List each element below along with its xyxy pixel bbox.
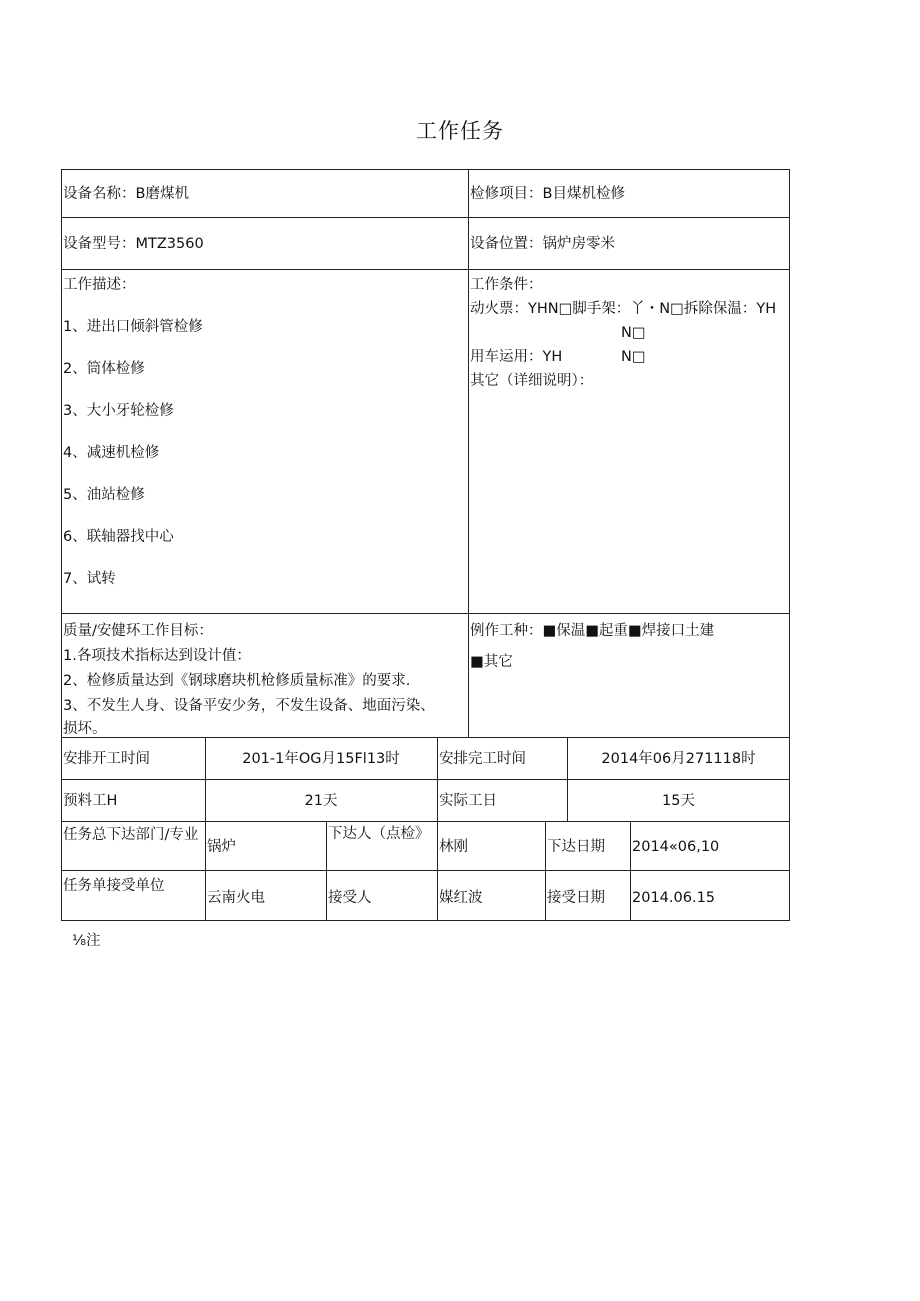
- planned-start-value: 201-1年OG月15Fl13时: [242, 751, 400, 767]
- quality-goal: 损坏。: [63, 721, 107, 736]
- actual-days-label: 实际工日: [439, 793, 497, 809]
- row-divider: [61, 737, 790, 738]
- planned-start-label: 安排开工时间: [63, 751, 150, 767]
- trades-line: 例作工种：■保温■起重■焊接口土建: [470, 623, 715, 639]
- planned-end-value: 2014年06月271118时: [601, 751, 756, 767]
- row-divider: [61, 217, 790, 218]
- conditions-line: N□: [621, 349, 646, 365]
- receive-date-label: 接受日期: [547, 890, 605, 906]
- row-divider: [61, 779, 790, 780]
- quality-goal: 3、不发生人身、设备平安少务，不发生设备、地面污染、: [63, 698, 435, 714]
- work-description-heading: 工作描述：: [63, 277, 136, 293]
- trades-line: ■其它: [470, 654, 513, 670]
- planned-end-label: 安排完工时间: [439, 751, 526, 767]
- equipment-model: 设备型号：MTZ3560: [63, 236, 204, 252]
- quality-goal: 2、检修质量达到《钢球磨块机枪修质量标准》的要求.: [63, 673, 411, 689]
- col-divider: [437, 737, 438, 921]
- conditions-line: 用车运用：YH: [470, 349, 563, 365]
- issue-date-value: 2014«06,10: [632, 839, 720, 855]
- work-item: 7、试转: [63, 571, 116, 587]
- col-divider: [545, 821, 546, 921]
- work-item: 6、联轴器找中心: [63, 529, 174, 545]
- work-item: 4、减速机检修: [63, 445, 160, 461]
- row-divider: [61, 870, 790, 871]
- equipment-name: 设备名称：B磨煤机: [63, 186, 189, 202]
- quality-goal: 1.各项技术指标达到设计值：: [63, 648, 251, 664]
- receiver-value: 媒红波: [439, 890, 483, 906]
- receiver-label: 接受人: [328, 890, 372, 906]
- estimated-days-value: 21天: [304, 793, 338, 809]
- actual-days-value: 15天: [662, 793, 695, 809]
- work-item: 2、筒体检修: [63, 361, 145, 377]
- issuing-department-value: 锅炉: [207, 839, 236, 855]
- work-item: 1、进出口倾斜管检修: [63, 319, 203, 335]
- col-divider: [630, 821, 631, 921]
- receiving-unit-label: 任务单接受单位: [63, 878, 165, 894]
- work-item: 5、油站检修: [63, 487, 145, 503]
- work-item: 3、大小牙轮检修: [63, 403, 174, 419]
- estimated-days-label: 预料工H: [63, 793, 118, 809]
- remark: ⅛注: [72, 933, 101, 949]
- issuing-department-label: 任务总下达部门/专业: [63, 827, 199, 843]
- quality-goals-heading: 质量/安健环工作目标：: [63, 623, 213, 639]
- conditions-line: 其它（详细说明）：: [470, 373, 594, 389]
- row-divider: [61, 821, 790, 822]
- work-conditions-heading: 工作条件：: [470, 277, 543, 293]
- equipment-location: 设备位置：锅炉房零米: [470, 236, 615, 252]
- page-title: 工作任务: [416, 119, 504, 143]
- repair-item: 检修项目：B目煤机检修: [470, 186, 625, 202]
- issuer-label: 下达人（点检》: [328, 826, 430, 842]
- receive-date-value: 2014.06.15: [632, 890, 716, 906]
- conditions-line: N□: [621, 325, 646, 341]
- row-divider: [61, 269, 790, 270]
- issuer-value: 林刚: [439, 839, 468, 855]
- col-divider: [468, 169, 469, 737]
- col-divider: [326, 821, 327, 921]
- conditions-line: 动火票：YHN□脚手架：丫・N□拆除保温：YH: [470, 301, 777, 317]
- row-divider: [61, 613, 790, 614]
- issue-date-label: 下达日期: [547, 839, 605, 855]
- receiving-unit-value: 云南火电: [207, 890, 265, 906]
